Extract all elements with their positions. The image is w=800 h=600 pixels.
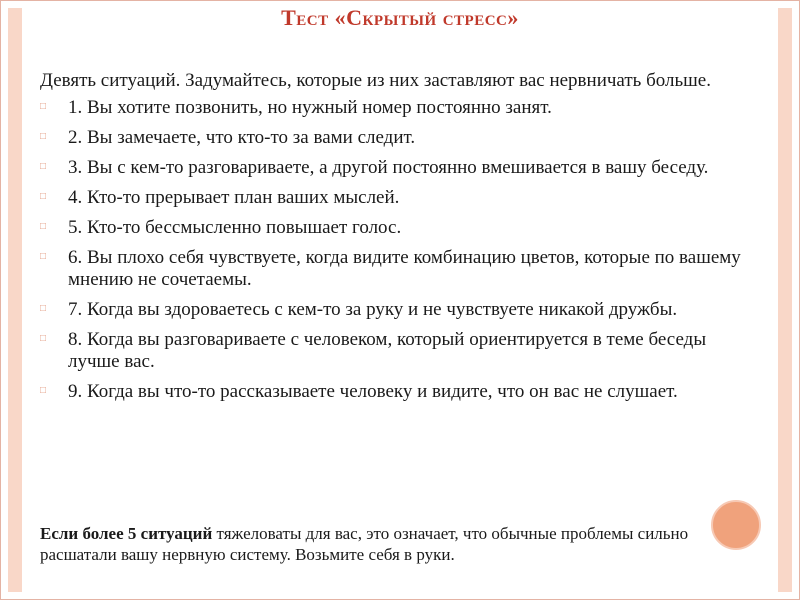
- list-item-text: 5. Кто-то бессмысленно повышает голос.: [68, 217, 402, 238]
- list-item-text: 2. Вы замечаете, что кто-то за вами следит.: [68, 127, 416, 148]
- situation-list: [40, 97, 750, 403]
- hollow-square-bullet-icon: □: [40, 191, 47, 202]
- hollow-square-bullet-icon: □: [40, 131, 47, 142]
- conclusion-text: [40, 523, 730, 565]
- intro-text: Девять ситуаций. Задумайтесь, которые из них заставляют вас нервничать больше.: [40, 70, 711, 91]
- list-item-text: 7. Когда вы здороваетесь с кем-то за руку и не чувствуете никакой дружбы.: [68, 299, 678, 320]
- list-item-text: 3. Вы с кем-то разговариваете, а другой постоянно вмешивается в вашу беседу.: [68, 157, 709, 178]
- list-item: [40, 187, 750, 209]
- list-item: [40, 157, 750, 179]
- conclusion-bold: Если более 5 ситуаций: [40, 524, 213, 543]
- slide-content: [40, 70, 750, 411]
- list-item: [40, 217, 750, 239]
- hollow-square-bullet-icon: □: [40, 101, 47, 112]
- decorative-circle: [711, 500, 761, 550]
- list-item-text: 4. Кто-то прерывает план ваших мыслей.: [68, 187, 400, 208]
- hollow-square-bullet-icon: □: [40, 333, 47, 344]
- list-item: [40, 329, 750, 373]
- list-item-text: 6. Вы плохо себя чувствуете, когда видите комбинацию цветов, которые по вашему мнению не сочетаемы.: [68, 247, 741, 290]
- list-item-text: 1. Вы хотите позвонить, но нужный номер постоянно занят.: [68, 97, 552, 118]
- right-decorative-stripe: [778, 8, 792, 592]
- list-item: [40, 97, 750, 119]
- list-item: [40, 381, 750, 403]
- slide-title: Тест «Скрытый стресс»: [281, 5, 519, 30]
- list-item-text: 9. Когда вы что-то рассказываете человеку и видите, что он вас не слушает.: [68, 381, 678, 402]
- list-item: [40, 127, 750, 149]
- conclusion-rest: тяжеловаты для вас, это означает, что обычные проблемы сильно расшатали вашу нервную систему. Возьмите себя в руки.: [40, 524, 689, 564]
- hollow-square-bullet-icon: □: [40, 385, 47, 396]
- hollow-square-bullet-icon: □: [40, 161, 47, 172]
- hollow-square-bullet-icon: □: [40, 221, 47, 232]
- hollow-square-bullet-icon: □: [40, 303, 47, 314]
- left-decorative-stripe: [8, 8, 22, 592]
- hollow-square-bullet-icon: □: [40, 251, 47, 262]
- list-item: [40, 299, 750, 321]
- list-item-text: 8. Когда вы разговариваете с человеком, который ориентируется в теме беседы лучше вас.: [68, 329, 707, 372]
- list-item: [40, 247, 750, 291]
